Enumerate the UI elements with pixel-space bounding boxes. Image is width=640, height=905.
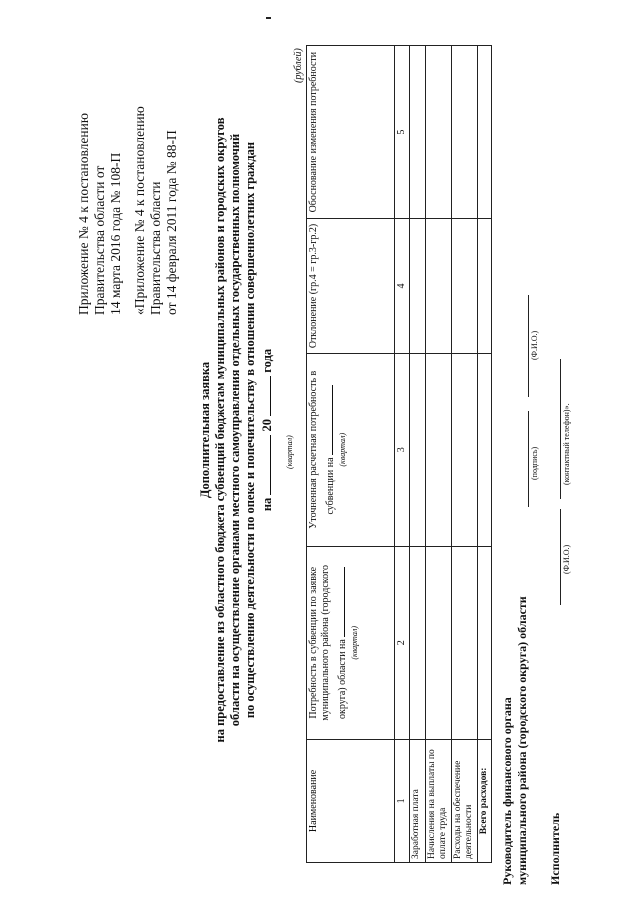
phone-caption: (контактный телефон)». [562,403,571,485]
table-cell [426,546,452,739]
table-cell [478,46,492,219]
head-signature-line [528,411,529,507]
col-header-justification: Обоснование изменения потребности [307,46,395,219]
table-cell [452,219,478,353]
row-label-payroll-charges: Начисления на выплаты по оплате труда [426,739,452,862]
subvention-table [306,45,492,863]
page-mark [266,17,271,19]
col-header-demand: Потребность в субвенции по заявке муниципального района (городского округа) области на (квартал) [307,546,395,739]
col-header-refined: Уточненная расчетная потребность в субвенции на (квартал) [307,353,395,546]
period-caption: (квартал) [285,435,294,469]
document-title [198,50,275,810]
table-cell [478,353,492,546]
col-number: 2 [395,546,410,739]
row-label-salary: Заработная плата [410,739,426,862]
appendix-new [76,113,124,315]
column-numbers-row [395,46,410,863]
table-cell [452,546,478,739]
appendix-old-line2: Правительства области [148,181,163,315]
table-row [478,46,492,863]
table-row [452,46,478,863]
units-label: (рублей) [293,48,304,83]
table-cell [410,353,426,546]
period-quarter-blank [258,435,271,495]
table-cell [452,353,478,546]
col-header-deviation: Отклонение (гр.4 = гр.3-гр.2) [307,219,395,353]
title-period: на 20 года [260,348,274,512]
period-year-blank [258,376,271,416]
table-cell [452,46,478,219]
col-number: 5 [395,46,410,219]
executor-phone-line [560,359,561,499]
table-cell [410,546,426,739]
table-header-row [307,46,395,863]
table-cell [410,46,426,219]
col-number: 4 [395,219,410,353]
title-line3: области на осуществление органами местного самоуправления отдельных государственных полномочий [228,133,242,727]
executor-name-caption: (Ф.И.О.) [562,544,571,574]
table-cell [478,546,492,739]
appendix-old-line3: от 14 февраля 2011 года № 88-П [164,130,179,315]
name-caption: (Ф.И.О.) [530,330,539,360]
head-name-line [528,295,529,397]
head-signature-label [500,596,530,885]
table-cell [410,219,426,353]
head-line2: муниципального района (городского округа) области [515,596,529,885]
title-line4: по осуществлению деятельности по опеке и попечительству в отношении совершеннолетних граждан [243,141,257,719]
col-number: 3 [395,353,410,546]
title-line2: на предоставление из областного бюджета субвенций бюджетам муниципальных районов и городских округов [213,117,227,743]
appendix-new-line1: Приложение № 4 к постановлению [76,113,91,315]
appendix-old [132,106,180,315]
head-line1: Руководитель финансового органа [500,697,514,885]
executor-label: Исполнитель [548,812,562,885]
table-cell [426,353,452,546]
table-row [410,46,426,863]
title-line1: Дополнительная заявка [198,361,212,499]
executor-name-line [560,509,561,605]
table-cell [426,46,452,219]
table-cell [478,219,492,353]
sign-caption: (подпись) [530,446,539,480]
appendix-old-line1: «Приложение № 4 к постановлению [132,106,147,315]
appendix-new-line2: Правительства области от [92,165,107,315]
appendix-new-line3: 14 марта 2016 года № 108-П [108,152,123,315]
row-label-total: Всего расходов: [478,739,492,862]
table-row [426,46,452,863]
table-cell [426,219,452,353]
col-number: 1 [395,739,410,862]
row-label-operations: Расходы на обеспечение деятельности [452,739,478,862]
col-header-name: Наименование [307,739,395,862]
